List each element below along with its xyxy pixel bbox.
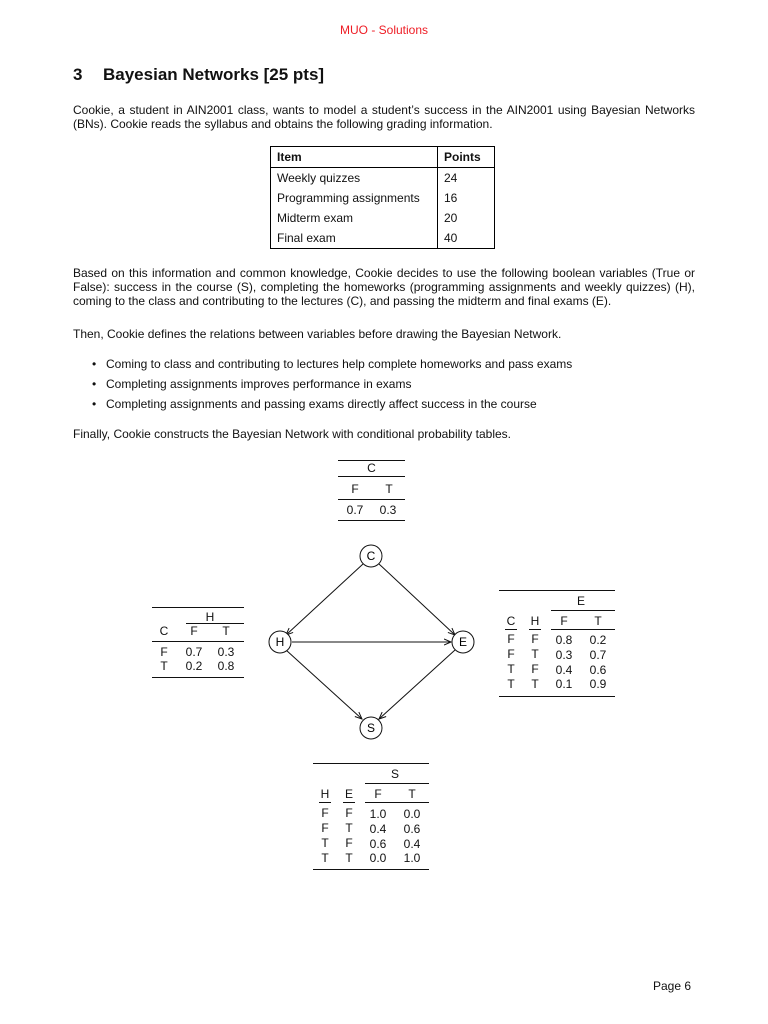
cpt-s-row2-e: T — [345, 821, 353, 835]
cpt-h-row2-f: 0.2 — [185, 659, 203, 673]
item-cell: Final exam — [271, 228, 438, 249]
cpt-e-row1-h: F — [531, 632, 539, 646]
cpt-e-row3-f: 0.4 — [555, 663, 573, 677]
cpt-e-row1-c: F — [507, 632, 515, 646]
grading-table — [270, 146, 495, 249]
item-cell: Weekly quizzes — [271, 168, 438, 189]
table-row — [271, 188, 495, 208]
cpt-e-row3-c: T — [507, 662, 515, 676]
cpt-c — [338, 459, 405, 521]
item-cell: Programming assignments — [271, 188, 438, 208]
cpt-h-row1-f: 0.7 — [185, 645, 203, 659]
section-title — [73, 65, 324, 85]
cpt-e-var: E — [576, 594, 585, 608]
relations-list — [92, 357, 572, 417]
cpt-h-row1-c: F — [160, 645, 168, 659]
cpt-s-parent-e: E — [344, 787, 353, 801]
edge-e-s — [379, 650, 455, 719]
node-s-label: S — [366, 721, 376, 735]
points-cell: 16 — [438, 188, 495, 208]
cpt-e-row4-c: T — [507, 677, 515, 691]
cpt-s-var: S — [390, 767, 399, 781]
cpt-s-row1-e: F — [345, 806, 353, 820]
cpt-s-row4-h: T — [321, 851, 329, 865]
cpt-s-row1-f: 1.0 — [369, 807, 387, 821]
node-h — [269, 631, 291, 653]
points-cell: 20 — [438, 208, 495, 228]
cpt-h-parent-c: C — [159, 624, 169, 638]
cpt-s-row3-t: 0.4 — [403, 837, 421, 851]
cpt-h-t-header: T — [222, 624, 230, 638]
cpt-c-f-header: F — [351, 482, 359, 496]
cpt-e-row4-h: T — [531, 677, 539, 691]
cpt-e-row2-f: 0.3 — [555, 648, 573, 662]
cpt-e-row2-h: T — [531, 647, 539, 661]
table-row — [271, 228, 495, 249]
cpt-s-row4-f: 0.0 — [369, 851, 387, 865]
node-s — [360, 717, 382, 739]
points-cell: 40 — [438, 228, 495, 249]
node-e-label: E — [458, 635, 468, 649]
cpt-h-var: H — [205, 610, 215, 624]
cpt-s-row3-e: F — [345, 836, 353, 850]
cpt-h-f-header: F — [190, 624, 198, 638]
table-row — [271, 168, 495, 189]
cpt-c-var: C — [367, 461, 376, 475]
item-cell: Midterm exam — [271, 208, 438, 228]
cpt-s-row1-h: F — [321, 806, 329, 820]
cpt-h-row1-t: 0.3 — [217, 645, 235, 659]
node-c — [360, 545, 382, 567]
header-points: Points — [438, 147, 495, 168]
final-paragraph: Finally, Cookie constructs the Bayesian Network with conditional probability tables. — [73, 427, 511, 441]
cpt-e-row3-h: F — [531, 662, 539, 676]
cpt-c-pt: 0.3 — [379, 503, 397, 517]
cpt-s-row4-t: 1.0 — [403, 851, 421, 865]
cpt-e-row1-f: 0.8 — [555, 633, 573, 647]
node-h-label: H — [275, 635, 285, 649]
section-title-text: Bayesian Networks [25 pts] — [103, 65, 325, 84]
cpt-h-row2-c: T — [160, 659, 168, 673]
cpt-h-row2-t: 0.8 — [217, 659, 235, 673]
cpt-e-row3-t: 0.6 — [589, 663, 607, 677]
cpt-s-row3-h: T — [321, 836, 329, 850]
edge-h-s — [286, 650, 362, 719]
cpt-c-t-header: T — [385, 482, 393, 496]
section-number: 3 — [73, 65, 83, 84]
edge-c-h — [286, 564, 363, 635]
page-header: MUO - Solutions — [339, 23, 429, 37]
header-item: Item — [271, 147, 438, 168]
cpt-e-parent-c: C — [506, 614, 516, 628]
cpt-s-row2-t: 0.6 — [403, 822, 421, 836]
page-number: Page 6 — [653, 979, 692, 993]
cpt-s — [313, 762, 429, 872]
cpt-h — [152, 606, 244, 679]
table-row — [271, 208, 495, 228]
cpt-s-row2-f: 0.4 — [369, 822, 387, 836]
list-item: • Coming to class and contributing to lectures help complete homeworks and pass exams — [92, 357, 572, 377]
cpt-s-row1-t: 0.0 — [403, 807, 421, 821]
relations-intro: Then, Cookie defines the relations between variables before drawing the Bayesian Network. — [73, 327, 562, 341]
cpt-s-row4-e: T — [345, 851, 353, 865]
cpt-s-t-header: T — [408, 787, 416, 801]
cpt-e-parent-h: H — [530, 614, 540, 628]
cpt-e-row2-t: 0.7 — [589, 648, 607, 662]
cpt-e-row1-t: 0.2 — [589, 633, 607, 647]
cpt-e-t-header: T — [594, 614, 602, 628]
cpt-e-f-header: F — [560, 614, 568, 628]
edge-c-e — [379, 564, 455, 635]
cpt-s-parent-h: H — [320, 787, 330, 801]
cpt-c-pf: 0.7 — [346, 503, 364, 517]
list-item: • Completing assignments improves performance in exams — [92, 377, 572, 397]
variables-paragraph: Based on this information and common knowledge, Cookie decides to use the following boolean variables (True or False): success in the course (S), completing the homeworks (programming assignments and weekly quizzes) (H), coming to the class and contributing to the lectures (C), and passing the midterm and final exams (E). — [73, 266, 695, 308]
table-header-row — [271, 147, 495, 168]
points-cell: 24 — [438, 168, 495, 189]
cpt-e-row2-c: F — [507, 647, 515, 661]
intro-paragraph: Cookie, a student in AIN2001 class, wants to model a student’s success in the AIN2001 using Bayesian Networks (BNs). Cookie reads the syllabus and obtains the following grading information. — [73, 103, 695, 131]
bayesian-network — [262, 540, 492, 740]
list-item: • Completing assignments and passing exams directly affect success in the course — [92, 397, 572, 417]
cpt-e-row4-f: 0.1 — [555, 677, 573, 691]
cpt-s-f-header: F — [374, 787, 382, 801]
node-c-label: C — [366, 549, 376, 563]
cpt-e-row4-t: 0.9 — [589, 677, 607, 691]
cpt-s-row3-f: 0.6 — [369, 837, 387, 851]
node-e — [452, 631, 474, 653]
cpt-e — [499, 589, 615, 699]
cpt-s-row2-h: F — [321, 821, 329, 835]
